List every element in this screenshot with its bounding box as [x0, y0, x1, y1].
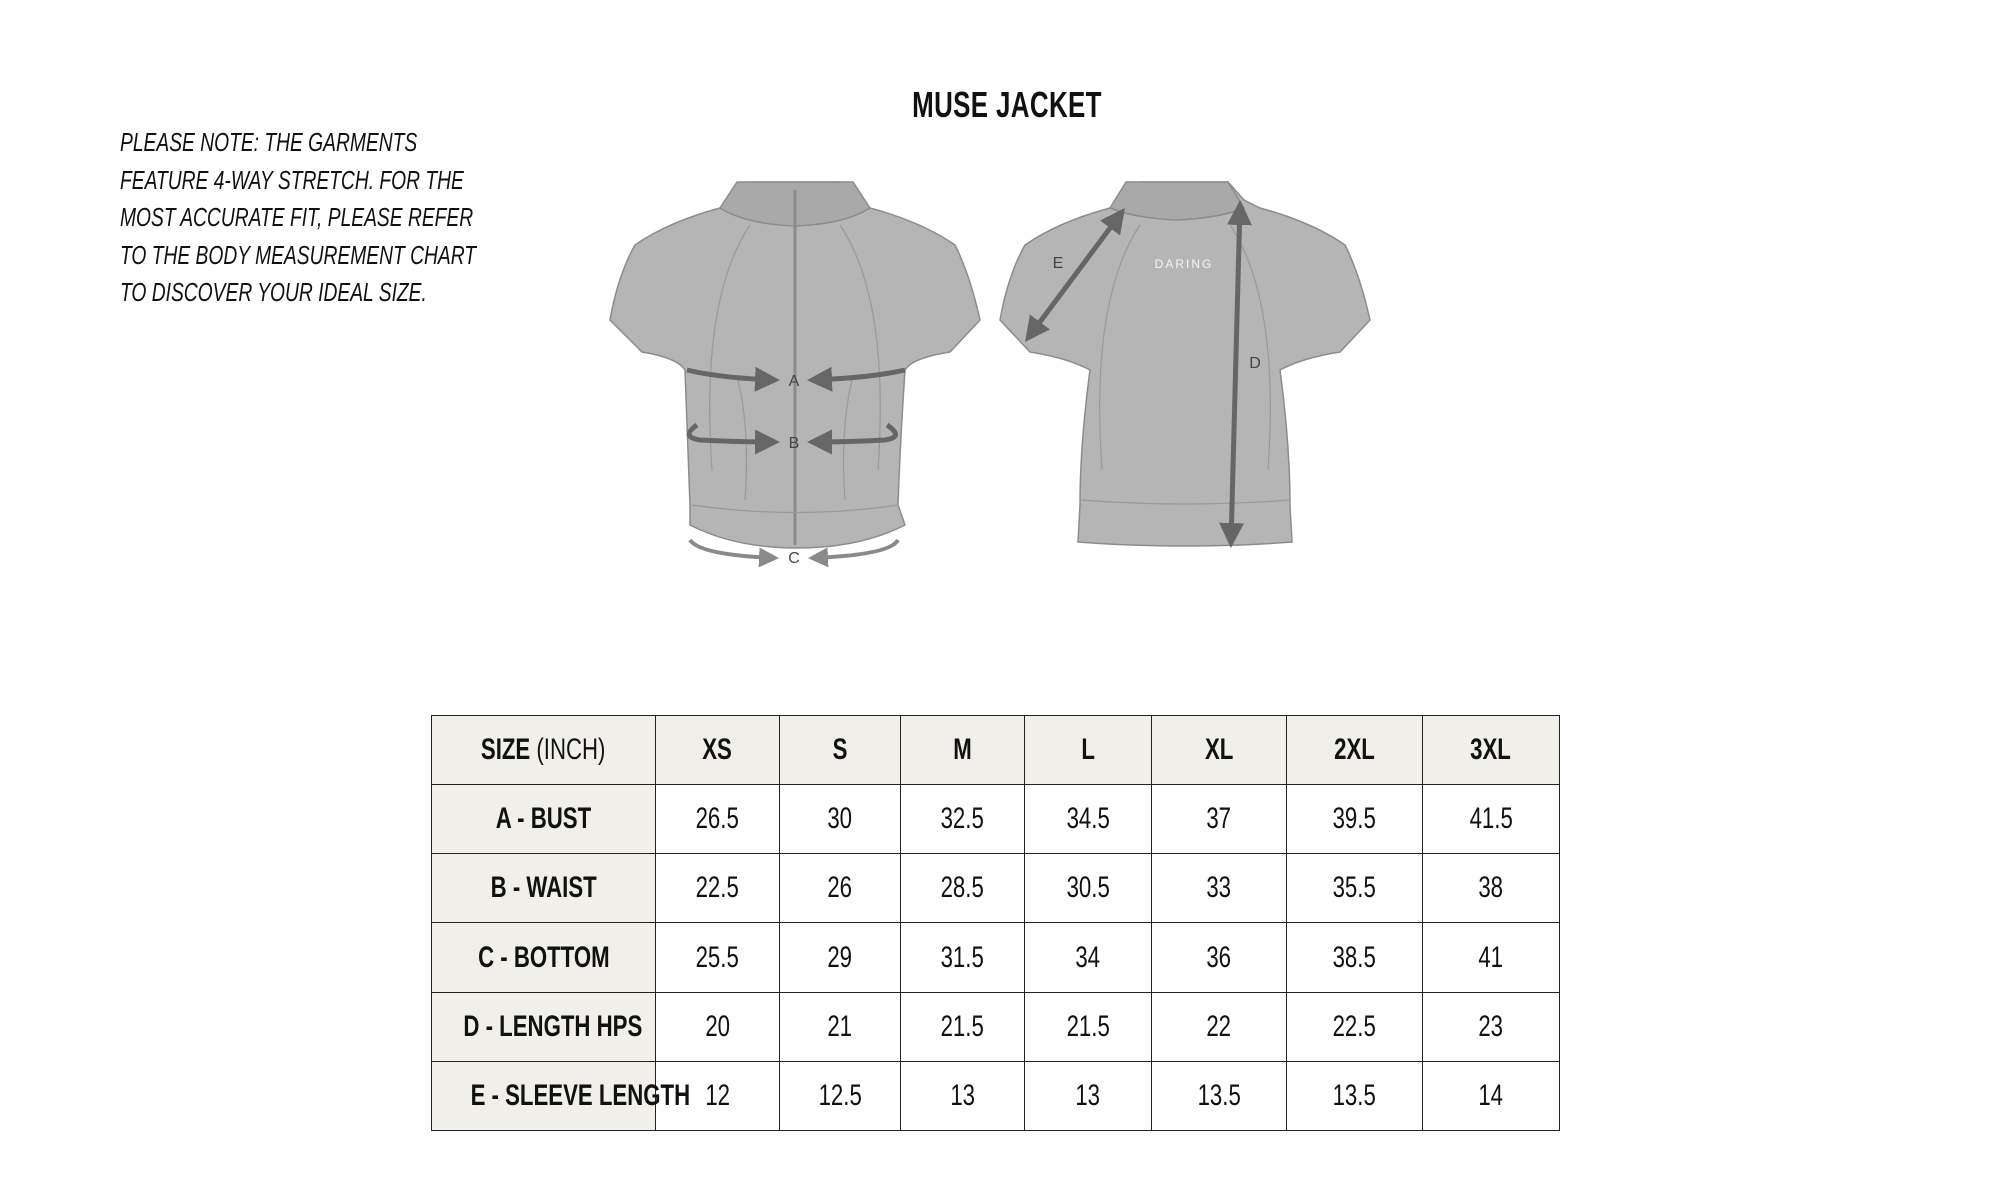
header-size-2xl: 2XL: [1287, 716, 1423, 785]
fit-note-line: TO THE BODY MEASUREMENT CHART: [120, 239, 476, 270]
fit-note-line: FEATURE 4-WAY STRETCH. FOR THE: [120, 164, 464, 195]
table-row: [432, 992, 1560, 1061]
header-size-m: M: [901, 716, 1025, 785]
table-cell: 28.5: [901, 854, 1025, 923]
label-b: B: [788, 435, 800, 452]
table-cell: 31.5: [901, 923, 1025, 992]
label-e: E: [1052, 255, 1064, 272]
back-collar: [1110, 182, 1244, 220]
table-cell: 25.5: [656, 923, 780, 992]
table-cell: 37: [1152, 785, 1287, 854]
table-row: [432, 923, 1560, 992]
table-cell: 36: [1152, 923, 1287, 992]
label-d: D: [1249, 355, 1261, 372]
table-cell: 29: [780, 923, 901, 992]
table-cell: 30: [780, 785, 901, 854]
table-row: [432, 854, 1560, 923]
table-cell: 21.5: [901, 992, 1025, 1061]
row-label: E - SLEEVE LENGTH: [432, 1061, 656, 1130]
back-jacket: [1000, 182, 1370, 546]
row-label: D - LENGTH HPS: [432, 992, 656, 1061]
header-unit-label: (INCH): [530, 733, 606, 767]
table-cell: 12.5: [780, 1061, 901, 1130]
table-cell: 32.5: [901, 785, 1025, 854]
table-cell: 12: [656, 1061, 780, 1130]
table-header-row: [432, 716, 1560, 785]
table-row: [432, 785, 1560, 854]
fit-note-line: TO DISCOVER YOUR IDEAL SIZE.: [120, 277, 427, 307]
row-label: C - BOTTOM: [432, 923, 656, 992]
fit-note-line: MOST ACCURATE FIT, PLEASE REFER: [120, 202, 474, 232]
table-cell: 41: [1423, 923, 1560, 992]
table-cell: 13.5: [1152, 1061, 1287, 1130]
size-chart-table: [431, 715, 1560, 1131]
table-cell: 21.5: [1025, 992, 1152, 1061]
table-cell: 33: [1152, 854, 1287, 923]
header-size-xs: XS: [656, 716, 780, 785]
table-cell: 38: [1423, 854, 1560, 923]
table-cell: 13: [1025, 1061, 1152, 1130]
header-size-xl: XL: [1152, 716, 1287, 785]
table-row: [432, 1061, 1560, 1130]
table-cell: 35.5: [1287, 854, 1423, 923]
table-cell: 26: [780, 854, 901, 923]
table-cell: 13.5: [1287, 1061, 1423, 1130]
table-cell: 30.5: [1025, 854, 1152, 923]
label-a: A: [788, 373, 800, 390]
table-cell: 21: [780, 992, 901, 1061]
page-title: MUSE JACKET: [912, 84, 1102, 125]
header-size-cell: [432, 716, 656, 785]
table-cell: 20: [656, 992, 780, 1061]
table-cell: 22: [1152, 992, 1287, 1061]
brand-logo: DARING: [1154, 257, 1214, 271]
header-size-label: SIZE: [481, 733, 531, 767]
table-cell: 23: [1423, 992, 1560, 1061]
table-cell: 22.5: [656, 854, 780, 923]
row-label: A - BUST: [432, 785, 656, 854]
back-jacket-body: [1000, 182, 1370, 546]
table-cell: 38.5: [1287, 923, 1423, 992]
front-jacket: [610, 182, 980, 567]
label-c: C: [788, 550, 800, 567]
header-size-l: L: [1025, 716, 1152, 785]
fit-note-line: PLEASE NOTE: THE GARMENTS: [120, 127, 418, 157]
table-cell: 39.5: [1287, 785, 1423, 854]
table-cell: 34: [1025, 923, 1152, 992]
table-cell: 14: [1423, 1061, 1560, 1130]
table-cell: 26.5: [656, 785, 780, 854]
table-cell: 41.5: [1423, 785, 1560, 854]
table-cell: 22.5: [1287, 992, 1423, 1061]
header-size-3xl: 3XL: [1423, 716, 1560, 785]
table-cell: 13: [901, 1061, 1025, 1130]
row-label: B - WAIST: [432, 854, 656, 923]
table-cell: 34.5: [1025, 785, 1152, 854]
header-size-s: S: [780, 716, 901, 785]
